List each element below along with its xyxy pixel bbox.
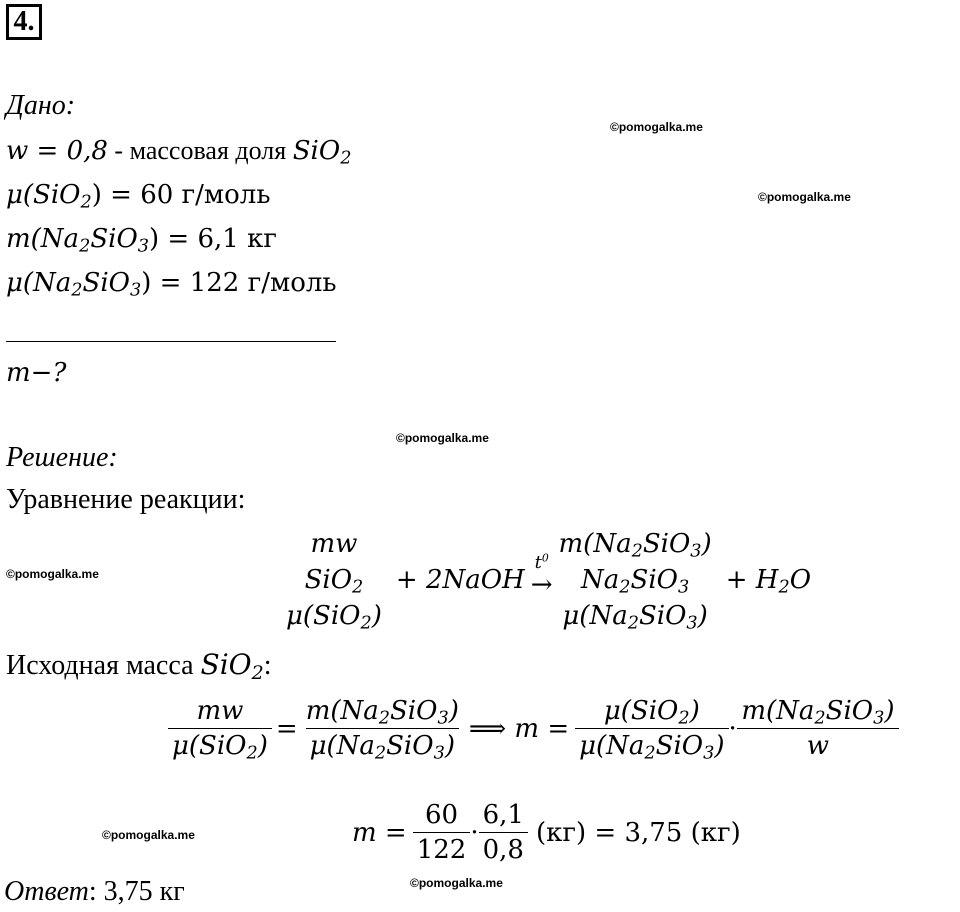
implies-m: ⟹ m = bbox=[468, 713, 570, 744]
fraction-60-122: $\frac{60}{122}$ bbox=[413, 798, 471, 867]
reaction-water: + $H_2O$ bbox=[725, 565, 812, 598]
reaction-arrow: $t^0$ → bbox=[530, 551, 553, 600]
fraction-61-08: $\frac{6,1}{0,8}$ bbox=[479, 798, 528, 867]
reaction-label: Уравнение реакции: bbox=[6, 484, 246, 515]
watermark: ©pomogalka.me bbox=[102, 828, 195, 842]
mass-fraction-math: w = 0,8 bbox=[6, 136, 108, 166]
watermark: ©pomogalka.me bbox=[410, 876, 503, 890]
main-equation: $\frac{mw}{\mu(SiO_2)}$ = $\frac{m(Na_2SiO_3)}{\mu(Na_2SiO_3)}$ ⟹ m = $\frac{\mu(SiO_2)}{\mu(Na_2SiO_3)}$ · $\frac{m(Na_2SiO_3)}{w}$ bbox=[168, 694, 899, 763]
initial-mass-label: Исходная масса SiO$_2$: bbox=[6, 648, 272, 684]
fraction-mass-over-w: $\frac{m(Na_2SiO_3)}{w}$ bbox=[737, 694, 899, 763]
find-line: m−? bbox=[6, 358, 67, 388]
answer-label: Ответ bbox=[4, 876, 89, 907]
fraction-mw: $\frac{mw}{\mu(SiO_2)}$ bbox=[168, 694, 272, 763]
given-line-molar-mass-silica: μ(SiO$_2$) = 60 г/моль bbox=[6, 180, 271, 213]
given-heading: Дано: bbox=[6, 90, 76, 121]
watermark: ©pomogalka.me bbox=[758, 190, 851, 204]
fraction-molar-ratio: $\frac{\mu(SiO_2)}{\mu(Na_2SiO_3)}$ bbox=[575, 694, 728, 763]
given-line-mass-silicate: $m(Na_2SiO_3) = 6,1$ кг bbox=[6, 224, 277, 257]
problem-number: 4. bbox=[6, 4, 42, 40]
reaction-naoh: + 2NaOH bbox=[395, 565, 525, 595]
silica-formula: SiO$_2$ bbox=[292, 136, 352, 169]
reaction-right-stack: $m(Na_2SiO_3)$ $Na_2SiO_3$ $\mu(Na_2SiO_3)$ bbox=[558, 529, 712, 634]
mass-fraction-text: - массовая доля bbox=[107, 136, 293, 165]
given-divider bbox=[6, 341, 336, 342]
reaction-left-stack: mw SiO$_2$ μ(SiO$_2$) bbox=[286, 529, 382, 634]
watermark: ©pomogalka.me bbox=[6, 567, 99, 581]
given-line-molar-mass-silicate: $\mu(Na_2SiO_3) = 122$ г/моль bbox=[6, 268, 337, 301]
fraction-silicate-moles: $\frac{m(Na_2SiO_3)}{\mu(Na_2SiO_3)}$ bbox=[305, 696, 459, 764]
reaction-equation bbox=[286, 526, 811, 634]
answer-value: : 3,75 кг bbox=[88, 876, 185, 907]
watermark: ©pomogalka.me bbox=[396, 431, 489, 445]
given-line-mass-fraction bbox=[6, 136, 352, 169]
answer-line bbox=[4, 876, 185, 908]
solution-heading: Решение: bbox=[6, 442, 118, 473]
numeric-calculation: m = $\frac{60}{122}$ · $\frac{6,1}{0,8}$ (кг) = 3,75 (кг) bbox=[352, 800, 741, 865]
watermark: ©pomogalka.me bbox=[610, 120, 703, 134]
